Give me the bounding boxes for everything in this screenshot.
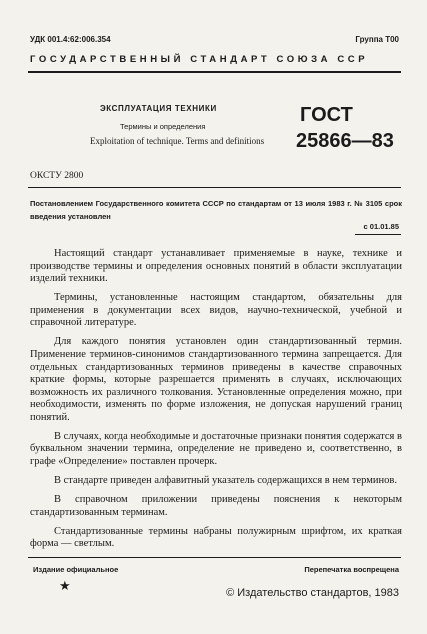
- paragraph: Настоящий стандарт устанавливает применяемые в науке, технике и производстве термины и определения основных понятий в области эксплуатации изделий техники.: [30, 248, 402, 285]
- paragraph: Стандартизованные термины набраны полужирным шрифтом, их краткая форма — светлым.: [30, 525, 402, 550]
- title-english: Exploitation of technique. Terms and definitions: [90, 136, 265, 146]
- paragraph: В случаях, когда необходимые и достаточные признаки понятия содержатся в буквальном значении термина, определение не приведено и, соответственно, в графе «Определение» поставлен прочерк.: [30, 430, 402, 468]
- bottom-divider: [28, 557, 401, 558]
- resolution-text: Постановлением Государственного комитета СССР по стандартам от 13 июля 1983 г. № 3105 срок введения установлен: [30, 199, 402, 221]
- okstu-code: ОКСТУ 2800: [30, 171, 84, 181]
- body-text: [30, 248, 402, 557]
- top-divider: [28, 71, 401, 73]
- subtitle-russian: Термины и определения: [120, 122, 206, 131]
- official-edition-label: Издание официальное: [33, 565, 119, 574]
- udk-code: УДК 001.4:62:006.354: [30, 35, 111, 44]
- title-russian: ЭКСПЛУАТАЦИЯ ТЕХНИКИ: [100, 104, 217, 113]
- middle-divider: [28, 187, 401, 188]
- effective-date-underline: [355, 234, 401, 235]
- gost-label: ГОСТ: [300, 104, 353, 126]
- paragraph: Для каждого понятия установлен один стандартизованный термин. Применение терминов-синонимов стандартизованного термина запрещается. Для отдельных стандартизованных терминов приведены в качестве справочных краткие формы, которые разрешается применять в случаях, исключающих возможность их различного толкования. Установленные определения можно, при необходимости, изменять по форме изложения, не допуская нарушений границ понятий.: [30, 336, 402, 423]
- state-standard-heading: ГОСУДАРСТВЕННЫЙ СТАНДАРТ СОЮЗА ССР: [30, 54, 369, 65]
- paragraph: В справочном приложении приведены пояснения к некоторым стандартизованным терминам.: [30, 494, 402, 518]
- gost-number: 25866—83: [296, 130, 394, 152]
- paragraph: В стандарте приведен алфавитный указатель содержащихся в нем терминов.: [54, 475, 397, 487]
- copyright-notice: © Издательство стандартов, 1983: [226, 587, 399, 599]
- paragraph: Термины, установленные настоящим стандартом, обязательны для применения в документации всех видов, научно-технической, учебной и справочной литературе.: [30, 292, 402, 329]
- star-icon: ★: [59, 578, 71, 593]
- reprint-prohibited-label: Перепечатка воспрещена: [304, 565, 399, 574]
- effective-date: с 01.01.85: [363, 222, 399, 231]
- group-code: Группа Т00: [355, 35, 399, 44]
